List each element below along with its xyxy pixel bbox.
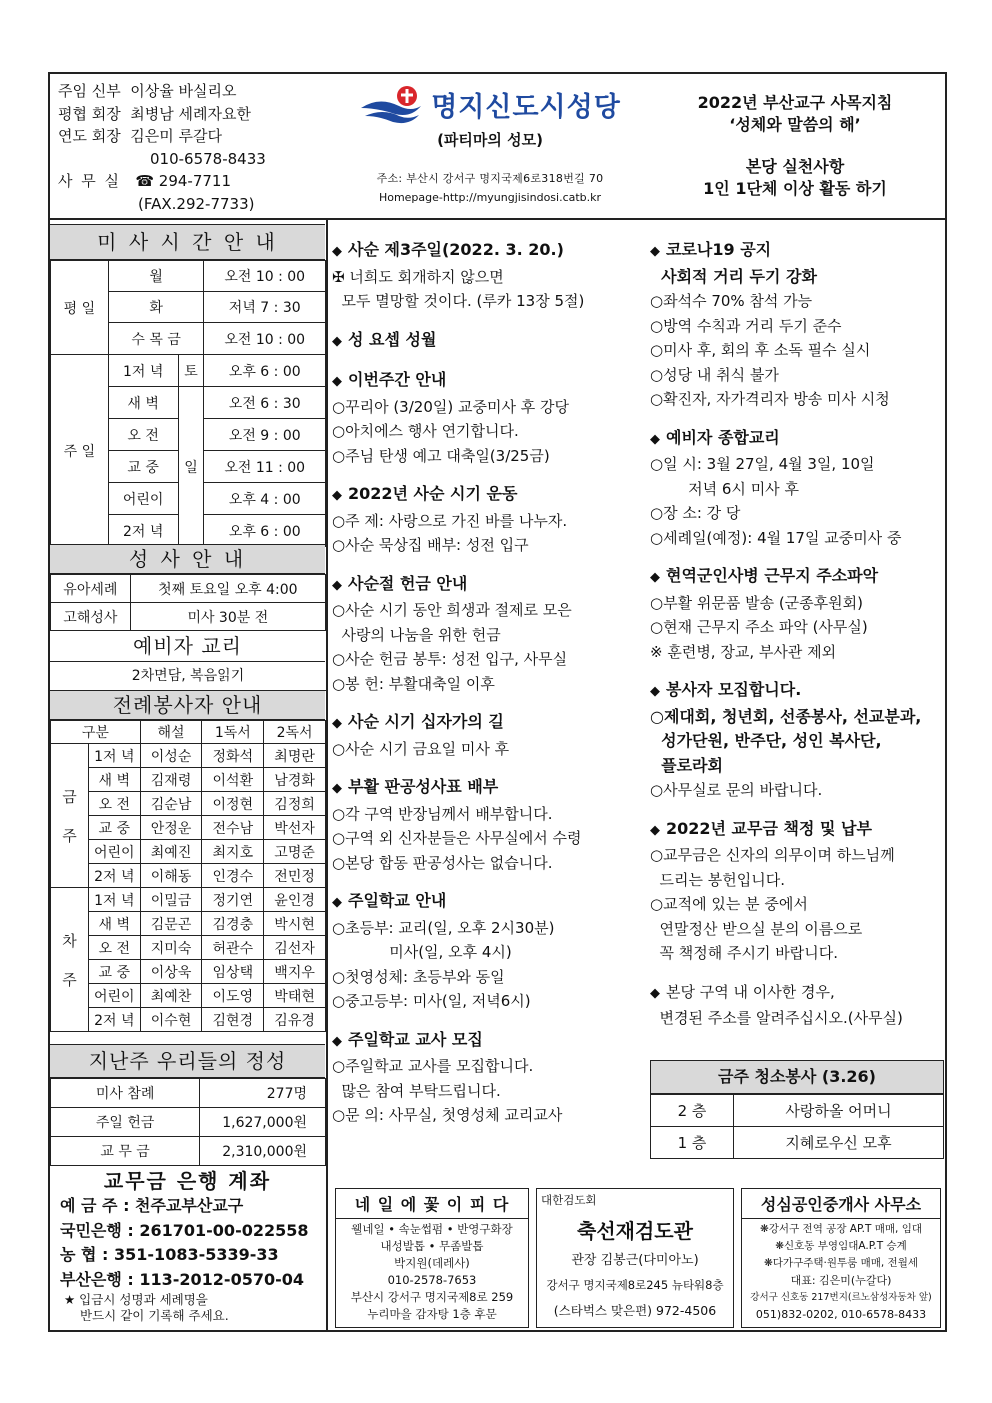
servers-table [50,720,326,1032]
mass-time: 오전 10 : 00 [204,261,326,292]
col-header: 해설 [140,721,202,744]
guideline-line: 2022년 부산교구 사목지침 [697,93,893,112]
offering-name: 주일 헌금 [51,1108,200,1137]
ad-kendo-gym [536,1188,734,1328]
ad-line: 010-2578-7653 [387,1273,477,1287]
cleaning-floor: 2 층 [651,1095,734,1127]
offering-value: 277명 [200,1079,326,1108]
col-header: 구분 [51,721,141,744]
server-name: 최명란 [264,744,326,768]
announcement-line: 저녁 6시 미사 후 [650,479,799,498]
catechumen-title: 예비자 교리 [50,630,325,662]
mass-name: 교 중 [88,816,140,840]
server-name: 김경충 [202,912,264,936]
right-announcements [650,238,945,1031]
diamond-icon: ◆ [650,822,660,838]
announcement-line: ○세례일(예정): 4월 17일 교중미사 중 [650,528,902,547]
announcement-line: ○사순 묵상집 배부: 성전 입구 [332,536,529,554]
diamond-icon: ◆ [332,577,342,593]
server-name: 박시현 [264,912,326,936]
announcement-line: ○아치에스 행사 연기합니다. [332,422,519,440]
server-name: 전민정 [264,864,326,888]
server-row [51,864,326,888]
announcement-heading [650,817,945,844]
cleaning-box [650,1060,944,1159]
cleaning-group: 지혜로우신 모후 [734,1127,944,1159]
server-row [51,840,326,864]
middle-announcements [332,238,642,1128]
announcement-line: 드리는 봉헌입니다. [650,870,785,889]
ad-line: ❋다가구주택·원투룸 매매, 전월세 [763,1257,918,1269]
header-divider [48,218,947,220]
sacrament-name: 유아세례 [51,575,131,603]
server-name: 김선자 [264,936,326,960]
heading-text: 주일학교 교사 모집 [348,1029,483,1049]
announcement-heading [332,775,642,802]
mass-name: 2저 녁 [108,515,178,547]
announcement-line: 성가단원, 반주단, 성인 복사단, [650,731,882,750]
announcement-line: 플로라회 [650,755,723,775]
label: 연도 회장 [58,127,121,145]
offering-title: 지난주 우리들의 정성 [50,1044,325,1078]
ad-line: 강서구 신호동 217번지(르노삼성자동차 앞) [750,1292,932,1303]
pastoral-guideline [660,92,930,200]
saturday-label: 토 [178,355,204,387]
mass-times-title: 미 사 시 간 안 내 [50,224,325,260]
announcement-line: ✠ 너희도 회개하지 않으면 [332,267,504,286]
server-name: 안정운 [140,816,202,840]
announcement-line: 꼭 책정해 주시기 바랍니다. [650,944,838,962]
ad-real-estate [741,1188,941,1328]
announcement-line: ○초등부: 교리(일, 오후 2시30분) [332,918,555,937]
bank-title: 교무금 은행 계좌 [103,1169,272,1193]
church-name: 명지신도시성당 [431,91,621,123]
sacrament-time: 미사 30분 전 [130,603,325,631]
announcement-heading [332,572,642,599]
mass-name: 교 중 [88,960,140,984]
mass-name: 1저 녁 [88,744,140,768]
server-name: 최지호 [202,840,264,864]
announcement-heading [650,426,945,453]
announcement-line: ○제대회, 청년회, 선종봉사, 선교분과, [650,706,922,726]
heading-text: 본당 구역 내 이사한 경우, [666,982,835,1001]
mass-times-table [50,260,326,547]
diamond-icon: ◆ [650,570,660,585]
diamond-icon: ◆ [332,781,342,796]
office-phone: ☎ 294-7711 [135,172,231,190]
mass-name: 새 벽 [108,387,178,419]
announcement-line: ○주님 탄생 예고 대축일(3/25금) [332,446,550,465]
heading-text: 부활 판공성사표 배부 [348,777,499,796]
announcement-line: ○장 소: 강 당 [650,504,741,522]
heading-text: 2022년 사순 시기 운동 [348,484,518,503]
diamond-icon: ◆ [332,333,342,349]
heading-text: 예비자 종합교리 [666,427,780,447]
announcement-line: 변경된 주소를 알려주십시오.(사무실) [650,1009,903,1027]
mass-time: 오전 9 : 00 [204,419,326,451]
church-subtitle: (파티마의 성모) [437,131,543,149]
guideline-line: 본당 실천사항 [745,157,845,176]
announcement-heading [650,238,945,265]
ad-line: ❋신호동 부영임대A.P.T 승계 [775,1240,907,1252]
server-row [51,984,326,1008]
server-name: 박선자 [264,816,326,840]
server-row [51,888,326,912]
mass-name: 오 전 [88,936,140,960]
server-name: 김현경 [202,1008,264,1032]
church-logo-icon [359,82,423,126]
mass-name: 오 전 [108,419,178,451]
announcement-heading [332,482,642,509]
heading-text: 사순 시기 십자가의 길 [348,712,504,731]
announcement-heading [650,980,945,1007]
sunday-label: 주 일 [51,355,109,547]
heading-text: 주일학교 안내 [348,891,447,910]
mass-time: 오후 6 : 00 [204,515,326,547]
announcement-heading [332,368,642,395]
bank-row: 부산은행 : 113-2012-0570-04 [60,1269,305,1289]
announcement-line: ○중고등부: 미사(일, 저녁6시) [332,992,531,1010]
announcement-line: 사랑의 나눔을 위한 헌금 [332,625,501,644]
ad-line: 내성발톱 • 무좀발톱 [380,1239,484,1253]
weekday-label: 평 일 [51,261,109,355]
server-name: 이밀금 [140,888,202,912]
server-name: 백지우 [264,960,326,984]
server-name: 이수현 [140,1008,202,1032]
server-name: 이해동 [140,864,202,888]
server-name: 박태현 [264,984,326,1008]
server-name: 지미숙 [140,936,202,960]
announcement-line: 연말정산 받으실 분의 이름으로 [650,919,863,938]
sacrament-name: 고해성사 [51,603,131,631]
server-name: 이석환 [202,768,264,792]
diamond-icon: ◆ [332,895,342,910]
announcement-line: ※ 훈련병, 장교, 부사관 제외 [650,642,837,661]
diamond-icon: ◆ [332,374,342,389]
mass-time: 오전 10 : 00 [204,323,326,355]
mass-time: 오전 11 : 00 [204,451,326,483]
col-header: 2독서 [264,721,326,744]
ad-nail-shop [335,1188,529,1328]
ad-title: 축선재검도관 [577,1219,693,1243]
bank-row: 국민은행 : 261701-00-022558 [60,1220,309,1240]
cleaning-group: 사랑하올 어머니 [734,1095,944,1127]
cleaning-title: 금주 청소봉사 (3.26) [651,1061,943,1094]
announcement-line: ○구역 외 신자분들은 사무실에서 수령 [332,829,582,847]
server-name: 인경수 [202,864,264,888]
announcement-line: ○미사 후, 회의 후 소독 필수 실시 [650,341,871,359]
bank-note: 반드시 같이 기록해 주세요. [80,1308,229,1323]
server-name: 이상욱 [140,960,202,984]
heading-text: 사순절 헌금 안내 [348,573,468,593]
sunday-day-label: 일 [178,387,204,547]
mass-name: 새 벽 [88,912,140,936]
announcement-line: ○주 제: 사랑으로 가진 바를 나누자. [332,511,568,530]
server-name: 고명준 [264,840,326,864]
ad-top: 대한검도회 [541,1193,597,1207]
mass-name: 2저 녁 [88,864,140,888]
ad-line: (스타벅스 맞은편) 972-4506 [553,1303,717,1318]
server-row [51,744,326,768]
mass-name: 1저 녁 [88,888,140,912]
announcement-line: ○현재 근무지 주소 파악 (사무실) [650,618,868,636]
cleaning-floor: 1 층 [651,1127,734,1159]
pastor: 이상율 바실리오 [130,82,237,100]
catechumen-value: 2차면담, 복음읽기 [50,662,326,691]
guideline-line: ‘성체와 말씀의 해’ [729,115,861,134]
server-row [51,960,326,984]
mass-name: 교 중 [108,451,178,483]
server-name: 전수남 [202,816,264,840]
phone: 010-6578-8433 [150,149,266,168]
announcement-line: 사회적 거리 두기 강화 [650,266,817,286]
heading-text: 사순 제3주일(2022. 3. 20.) [348,240,564,259]
server-name: 김유경 [264,1008,326,1032]
week-label: 금 주 [51,744,89,888]
ad-line: 웰네일 • 속눈썹펌 • 반영구화장 [351,1222,513,1236]
server-name: 이성순 [140,744,202,768]
server-name: 윤인경 [264,888,326,912]
server-row [51,768,326,792]
mass-day: 화 [108,292,204,323]
heading-text: 봉사자 모집합니다. [666,680,802,699]
diamond-icon: ◆ [650,985,660,1001]
sacrament-time: 첫째 토요일 오후 4:00 [130,575,325,603]
bank-row: 예 금 주 : 천주교부산교구 [60,1196,244,1215]
server-name: 이정현 [202,792,264,816]
diamond-icon: ◆ [332,244,342,259]
mass-time: 오후 4 : 00 [204,483,326,515]
bank-row: 농 협 : 351-1083-5339-33 [60,1245,279,1264]
diamond-icon: ◆ [650,431,660,447]
ad-line: 박지원(데레사) [394,1256,470,1270]
server-row [51,792,326,816]
server-name: 김정희 [264,792,326,816]
church-address: 주소: 부산시 강서구 명지국제6로318번길 70 [376,172,604,185]
label: 주임 신부 [58,82,121,100]
announcement-line: ○주일학교 교사를 모집합니다. [332,1057,534,1075]
mass-name: 어린이 [88,984,140,1008]
header-info [58,80,318,215]
announcement-line: ○사순 시기 동안 희생과 절제로 모은 [332,601,572,619]
server-row [51,1008,326,1032]
mass-day: 수 목 금 [108,323,204,355]
announcement-line: ○일 시: 3월 27일, 4월 3일, 10일 [650,455,875,473]
mass-name: 오 전 [88,792,140,816]
mass-name: 1저 녁 [108,355,178,387]
announcement-heading [332,889,642,916]
offering-name: 미사 참례 [51,1079,200,1108]
server-name: 남경화 [264,768,326,792]
announcement-line: 많은 참여 부탁드립니다. [332,1081,501,1100]
diamond-icon: ◆ [332,488,342,503]
mass-time: 저녁 7 : 30 [204,292,326,323]
announcement-line: 미사(일, 오후 4시) [332,943,512,961]
mass-name: 어린이 [108,483,178,515]
server-row [51,936,326,960]
mass-time: 오후 6 : 00 [204,355,326,387]
announcement-line: 모두 멸망할 것이다. (루카 13장 5절) [332,292,585,310]
ad-line: 대표: 김은미(누갈다) [790,1274,892,1287]
server-name: 정화석 [202,744,264,768]
ad-line: 강서구 명지국제8로245 뉴타워8층 [546,1278,724,1292]
announcement-line: ○교무금은 신자의 의무이며 하느님께 [650,846,895,864]
fax: (FAX.292-7733) [138,194,255,213]
label: 평협 회장 [58,104,121,123]
announcement-line: ○사무실로 문의 바랍니다. [650,781,823,799]
announcement-heading [332,710,642,737]
announcement-line: ○좌석수 70% 참석 가능 [650,292,813,310]
announcement-line: ○부활 위문품 발송 (군종후원회) [650,593,863,612]
announcement-heading [332,1028,642,1055]
council-president: 최병남 세례자요한 [130,104,251,123]
announcement-heading [650,678,945,705]
heading-text: 현역군인사병 근무지 주소파악 [666,566,879,585]
server-name: 김문곤 [140,912,202,936]
announcement-line: ○봉 헌: 부활대축일 이후 [332,674,495,693]
mass-time: 오전 6 : 30 [204,387,326,419]
ad-title: 성심공인중개사 사무소 [760,1195,922,1214]
offering-name: 교 무 금 [51,1137,200,1166]
ad-line: 부산시 강서구 명지국제8로 259 [350,1290,514,1304]
bank-note: ★ 입금시 성명과 세례명을 [64,1292,208,1307]
announcement-line: ○방역 수칙과 거리 두기 준수 [650,316,842,335]
announcement-heading [650,564,945,591]
offering-table [50,1078,326,1166]
mass-name: 어린이 [88,840,140,864]
vigil-president: 김은미 루갈다 [130,127,222,145]
diamond-icon: ◆ [650,684,660,699]
announcement-heading [332,238,642,265]
church-header [330,80,650,204]
diamond-icon: ◆ [332,1033,342,1049]
announcement-line: ○교적에 있는 분 중에서 [650,895,808,913]
ad-line: 관장 김봉근(다미아노) [571,1253,699,1268]
server-name: 정기연 [202,888,264,912]
announcement-line: ○꾸리아 (3/20일) 교중미사 후 강당 [332,397,569,416]
cleaning-table [651,1094,943,1158]
server-name: 김재령 [140,768,202,792]
server-name: 김순남 [140,792,202,816]
announcement-heading [332,328,642,355]
announcement-line: ○사순 시기 금요일 미사 후 [332,739,510,758]
offering-value: 2,310,000원 [200,1137,326,1166]
announcement-line: ○본당 합동 판공성사는 없습니다. [332,853,553,872]
server-name: 이도영 [202,984,264,1008]
left-column-divider [326,220,328,1332]
server-name: 최예진 [140,840,202,864]
mass-name: 2저 녁 [88,1008,140,1032]
sacrament-table [50,574,326,631]
ad-line: 051)832-0202, 010-6578-8433 [755,1308,927,1321]
server-row [51,912,326,936]
guideline-line: 1인 1단체 이상 활동 하기 [703,179,887,198]
announcement-line: ○사순 헌금 봉투: 성전 입구, 사무실 [332,650,568,668]
server-name: 허관수 [202,936,264,960]
mass-name: 새 벽 [88,768,140,792]
homepage-link[interactable]: Homepage-http://myungjisindosi.catb.kr [378,191,602,204]
announcement-line: ○성당 내 취식 불가 [650,365,779,384]
diamond-icon: ◆ [650,244,660,259]
announcement-line: ○첫영성체: 초등부와 동일 [332,967,505,986]
heading-text: 성 요셉 성월 [348,329,437,349]
server-name: 최예찬 [140,984,202,1008]
diamond-icon: ◆ [332,716,342,731]
ad-line: ❋강서구 전역 공장 AP.T 매매, 임대 [759,1223,923,1235]
sacrament-title: 성 사 안 내 [50,544,325,574]
offering-value: 1,627,000원 [200,1108,326,1137]
heading-text: 코로나19 공지 [666,240,772,259]
ad-line: 누리마을 감자탕 1층 후문 [367,1307,497,1321]
announcement-line: ○문 의: 사무실, 첫영성체 교리교사 [332,1106,563,1124]
heading-text: 2022년 교무금 책정 및 납부 [666,818,872,838]
ad-title: 네 일 에 꽃 이 피 다 [354,1195,510,1214]
label: 사 무 실 [58,172,122,190]
week-label: 차 주 [51,888,89,1032]
server-row [51,816,326,840]
announcement-line: ○확진자, 자가격리자 방송 미사 시청 [650,390,890,408]
bank-accounts [50,1165,325,1324]
mass-day: 월 [108,261,204,292]
server-name: 임상택 [202,960,264,984]
announcement-line: ○각 구역 반장님께서 배부합니다. [332,804,553,823]
col-header: 1독서 [202,721,264,744]
heading-text: 이번주간 안내 [348,370,447,389]
servers-title: 전례봉사자 안내 [50,690,325,720]
